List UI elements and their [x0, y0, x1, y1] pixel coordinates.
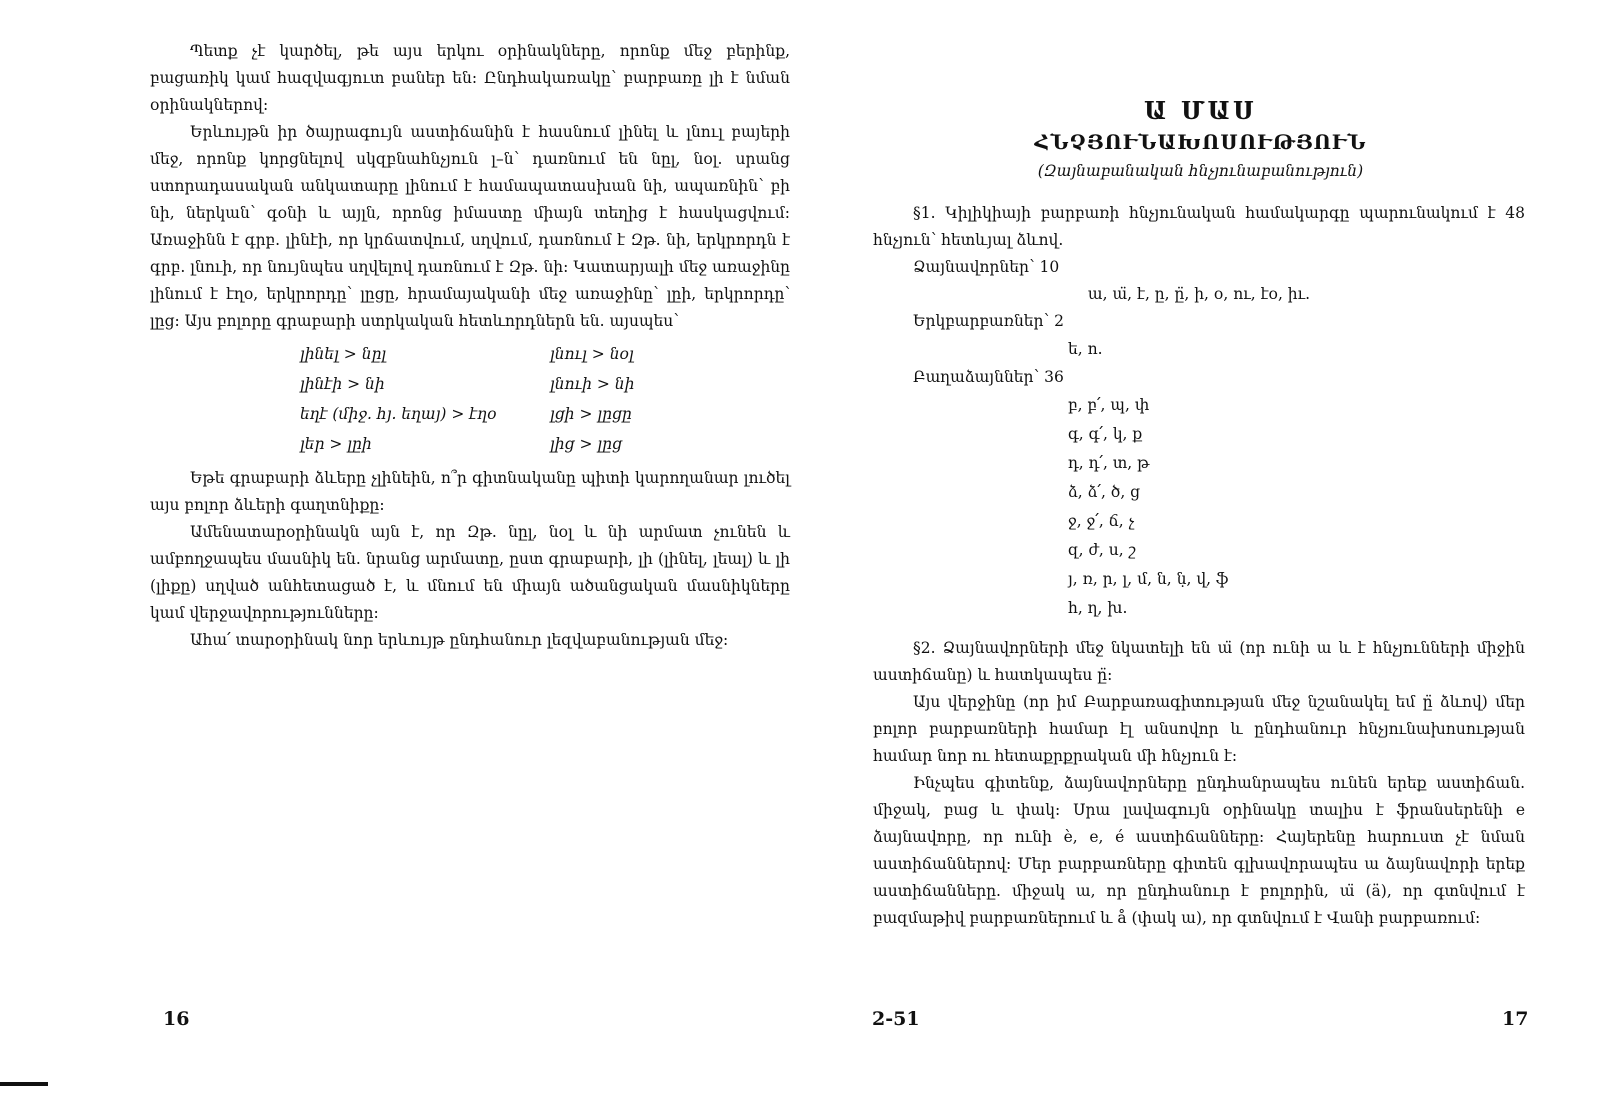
section-paragraph: §2. Ձայնավորների մեջ նկատելի են ա̈ (որ ունի ա և է հնչյունների միջին աստիճանը) և հատկապես ը̈:	[873, 639, 1525, 684]
consonants-label: Բաղաձայններ՝ 36	[913, 368, 1064, 386]
example-cell: լնուի > նի	[550, 375, 635, 393]
page-number-right: 17	[1502, 1008, 1529, 1030]
section-paragraph: §1. Կիլիկիայի բարբառի հնչյունական համակարգը պարունակում է 48 հնչյուն՝ հետևյալ ձևով.	[873, 204, 1525, 249]
part-title: Ա ՄԱՍ	[1144, 96, 1257, 125]
consonant-row: ձ, ձ՛, ծ, ց	[1068, 483, 1141, 501]
consonant-row: ջ, ջ՛, ճ, չ	[1068, 512, 1135, 530]
diphthongs-list: ե, ո.	[1068, 340, 1103, 358]
paragraph: Ամենատարօրինակն այն է, որ Զթ. նըլ, նօլ և նի արմատ չունեն և ամբողջապես մասնիկ են. նրանց արմատը, ըստ գրաբարի, լի (լինել, լեալ) և լի (լիքը) սղված անհետացած է, և մնում են միայն ածանցական մասնիկները կամ վերջավորությունները:	[150, 523, 790, 622]
part-note: (Զայնաբանական հնչյունաբանություն)	[1037, 162, 1364, 180]
right-page	[800, 0, 1601, 1114]
example-cell: լնուլ > նօլ	[550, 345, 634, 363]
diphthongs-label: Երկբարբառներ՝ 2	[913, 312, 1064, 330]
part-subtitle: ՀՆՉՅՈՒՆԱԽՈՍՈՒԹՅՈՒՆ	[1034, 130, 1367, 154]
example-table	[300, 339, 790, 459]
example-cell: լինէի > նի	[300, 375, 385, 393]
example-cell: լեր > լըի	[300, 435, 372, 453]
consonant-row: բ, բ՛, պ, փ	[1068, 396, 1150, 414]
vowels-label: Ձայնավորներ՝ 10	[913, 258, 1060, 276]
left-page-text	[150, 38, 790, 654]
paragraph: Եթե գրաբարի ձևերը չլինեին, ո՞ր գիտնականը պիտի կարողանար լուծել այս բոլոր ձևերի գաղտնիքը:	[150, 469, 790, 514]
paragraph: Երևույթն իր ծայրագույն աստիճանին է հասնում լինել և լնուլ բայերի մեջ, որոնք կորցնելով սկզբնահնչյուն լ–ն՝ դառնում են նըլ, նօլ. սրանց ստորադասական անկատարը լինում է համապատասխան նի, ապառնին՝ բի նի, ներկան՝ գօնի և այլն, որոնց իմաստը միայն տեղից է հասկացվում: Առաջինն է գրբ. լինէի, որ կրճատվում, սղվում, դառնում է Զթ. նի, երկրորդն է գրբ. լնուի, որ նույնպես սղվելով դառնում է Զթ. նի: Կատարյալի մեջ առաջինը լինում է էղօ, երկրորդը՝ լըցը, հրամայականի մեջ առաջինը՝ լըի, երկրորդը՝ լըց: Այս բոլորը գրաբարի ստրկական հետևորդներն են. այսպես՝	[150, 123, 790, 330]
consonant-row: զ, ժ, ս, շ	[1068, 541, 1136, 559]
vowels-list: ա, ա̈, է, ը, ը̈, ի, օ, ու, էօ, իւ.	[1087, 285, 1311, 303]
left-page	[0, 0, 800, 1114]
example-cell: եղէ (միջ. հյ. եղայ) > էղօ	[300, 405, 497, 423]
scan-edge-mark	[0, 1082, 48, 1086]
consonant-row: գ, գ՛, կ, ք	[1068, 425, 1143, 443]
example-cell: լինել > նըլ	[300, 345, 387, 363]
paragraph: Այս վերջինը (որ իմ Բարբառագիտության մեջ նշանակել եմ ը̈ ձևով) մեր բոլոր բարբառների համար էլ անսովոր և ընդհանուր հնչյունախոսության համար նոր ու հետաքրքրական մի հնչյուն է:	[873, 693, 1525, 765]
consonants-list	[873, 391, 1525, 623]
paragraph: Պետք չէ կարծել, թե այս երկու օրինակները, որոնք մեջ բերինք, բացառիկ կամ հազվագյուտ բաներ են: Ընդհակառակը՝ բարբառը լի է նման օրինակներով:	[150, 42, 790, 114]
signature-mark: 2-51	[872, 1008, 920, 1030]
example-cell: լից > լըց	[550, 435, 622, 453]
right-page-text	[873, 200, 1525, 932]
consonant-row: յ, ռ, ր, լ, մ, ն, ն̣, վ, ֆ	[1068, 570, 1229, 588]
consonant-row: դ, դ՛, տ, թ	[1068, 454, 1150, 472]
page-number-left: 16	[163, 1008, 190, 1030]
consonant-row: հ, ղ, խ.	[1068, 599, 1128, 617]
example-cell: լցի > լըցը	[550, 405, 632, 423]
paragraph: Ահա՛ տարօրինակ նոր երևույթ ընդհանուր լեզվաբանության մեջ:	[190, 631, 729, 649]
paragraph: Ինչպես գիտենք, ձայնավորները ընդհանրապես ունեն երեք աստիճան. միջակ, բաց և փակ: Սրա լավագույն օրինակը տալիս է ֆրանսերենի e ձայնավորը, որ ունի è, e, é աստիճանները: Հայերենը հարուստ չէ նման աստիճաններով: Մեր բարբառները գիտեն գլխավորապես ա ձայնավորի երեք աստիճանները. միջակ ա, որ ընդհանուր է բոլորին, ա̈ (ä), որ գտնվում է բազմաթիվ բարբառներում և å (փակ ա), որ գտնվում է Վանի բարբառում:	[873, 774, 1525, 927]
